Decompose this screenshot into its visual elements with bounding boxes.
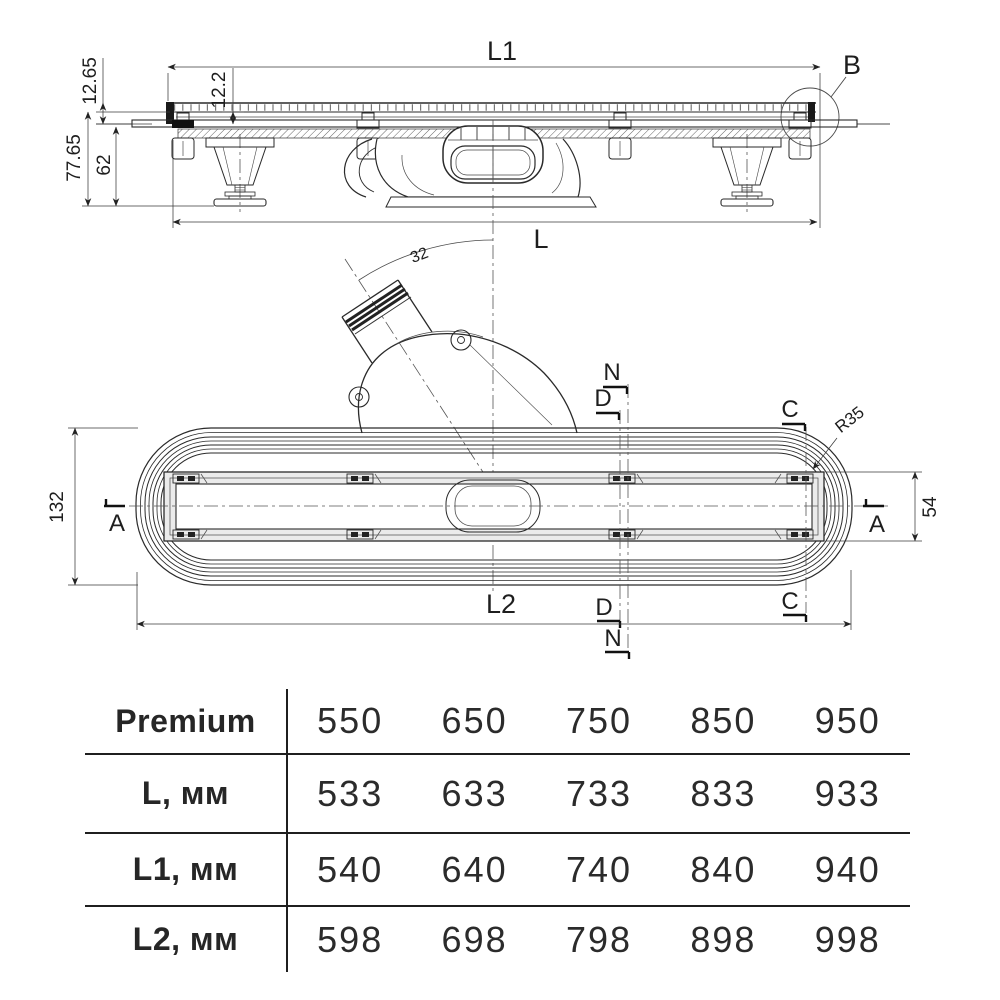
cell-value: 598: [317, 918, 384, 960]
cell-value: 933: [814, 772, 881, 814]
cell-value: 833: [690, 772, 757, 814]
label-dim-body: 62: [94, 154, 115, 176]
label-section-d-bottom: D: [595, 594, 613, 621]
label-dim-54: 54: [920, 496, 941, 518]
channel-end-cap-right: [808, 102, 815, 122]
cell-value: 733: [565, 772, 633, 814]
label-dim-total: 77.65: [64, 134, 85, 182]
cell-value: 798: [565, 918, 633, 960]
table-row: [85, 689, 910, 753]
cell-value: 650: [441, 700, 508, 741]
cell-value: 550: [317, 700, 384, 741]
table-row: [85, 832, 910, 905]
outlet-pipe-plan: [342, 280, 432, 363]
channel-frame: [164, 472, 824, 541]
label-section-d-top: D: [594, 385, 612, 412]
cell-value: 540: [317, 848, 384, 890]
cell-value: 633: [441, 772, 508, 814]
label-l: L: [533, 224, 549, 254]
label-section-a-left: A: [108, 510, 126, 537]
row-header-l: L, мм: [85, 755, 288, 832]
adjustable-foot-right: [713, 134, 781, 212]
cell-value: 998: [814, 918, 881, 960]
label-dim-132: 132: [47, 491, 68, 523]
row-header-l2: L2, мм: [85, 907, 288, 972]
cell-value: 950: [814, 700, 881, 741]
label-r35: R35: [831, 402, 868, 437]
label-section-c-top: C: [781, 396, 799, 423]
plan-view: [47, 280, 941, 659]
label-detail-b: B: [842, 50, 862, 80]
cell-value: 940: [814, 848, 881, 890]
cell-value: 850: [690, 700, 757, 741]
size-table: [85, 689, 910, 972]
row-header-l1: L1, мм: [85, 834, 288, 905]
cell-value: 840: [690, 848, 757, 890]
cell-value: 533: [317, 772, 384, 814]
table-row: [85, 753, 910, 832]
drain-trap-plan: [349, 330, 577, 433]
label-section-a-right: A: [868, 511, 886, 538]
label-angle-32: 32: [408, 244, 431, 267]
cell-value: 640: [441, 848, 508, 890]
label-l1: L1: [486, 36, 518, 66]
label-section-n-top: N: [603, 359, 621, 386]
ear-tab-top: [451, 330, 471, 350]
label-section-c-bottom: C: [781, 588, 799, 615]
cell-value: 698: [441, 918, 508, 960]
label-l2: L2: [485, 589, 517, 619]
cell-value: 740: [565, 848, 633, 890]
dim-l2: [137, 570, 851, 630]
label-dim-edge: 12.65: [80, 57, 101, 105]
label-section-n-bottom: N: [604, 625, 622, 652]
adjustable-foot-left: [206, 134, 274, 212]
table-row: [85, 905, 910, 972]
cell-value: 750: [565, 700, 633, 741]
cell-value: 898: [690, 918, 757, 960]
row-header-premium: Premium: [85, 689, 288, 753]
label-dim-grate: 12.2: [209, 71, 230, 109]
